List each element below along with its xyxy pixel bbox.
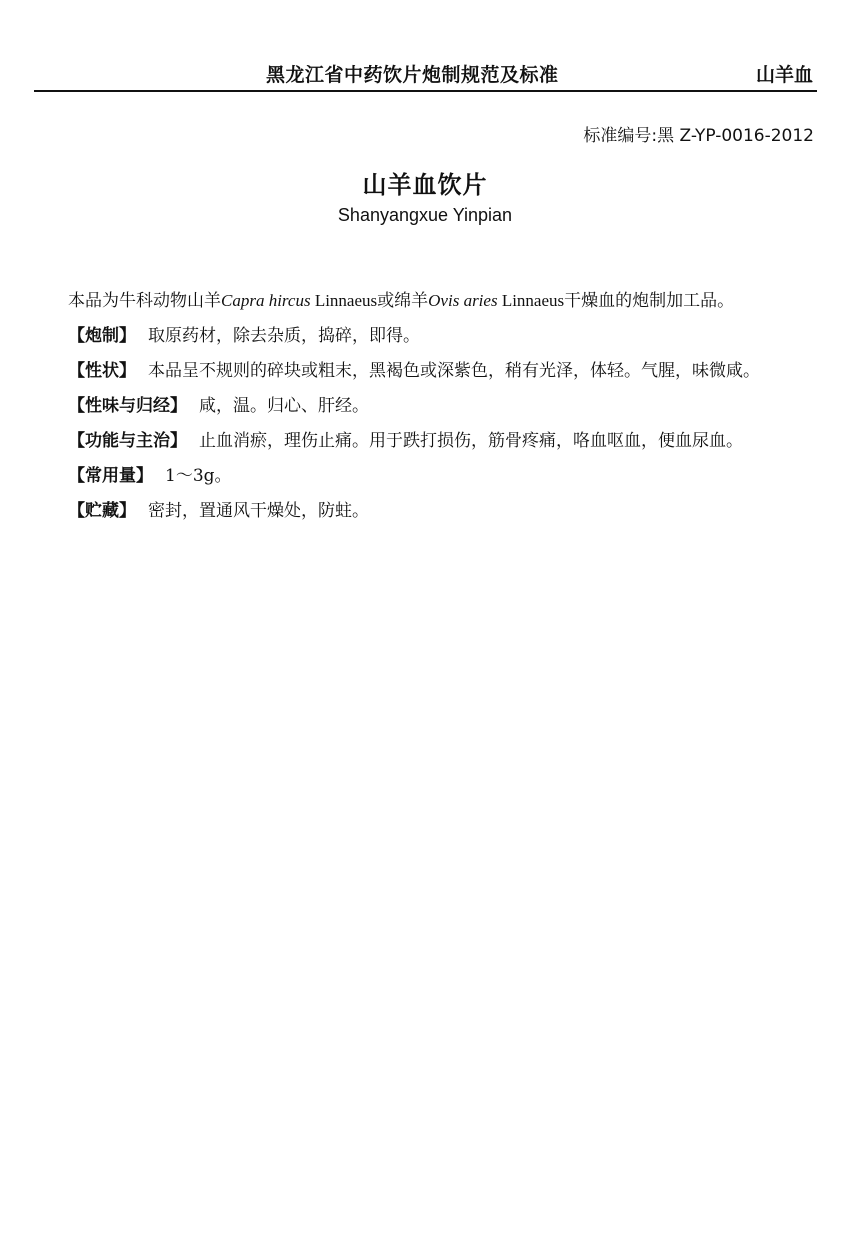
author-name: Linnaeus bbox=[310, 291, 378, 310]
intro-text: 本品为牛科动物山羊 bbox=[68, 291, 221, 311]
section-label: 【性状】 bbox=[68, 361, 136, 381]
monograph-body bbox=[34, 283, 820, 529]
section-text: 本品呈不规则的碎块或粗末，黑褐色或深紫色，稍有光泽，体轻。气腥，味微咸。 bbox=[148, 361, 760, 381]
header-rule bbox=[34, 90, 817, 92]
standard-number: 标准编号:黑 Z-YP-0016-2012 bbox=[583, 126, 814, 146]
intro-text: 干燥血的炮制加工品。 bbox=[564, 291, 735, 311]
section-dosage bbox=[34, 459, 820, 494]
running-header bbox=[34, 56, 817, 90]
section-description bbox=[34, 354, 820, 389]
section-text: 取原药材，除去杂质，捣碎，即得。 bbox=[148, 326, 420, 346]
section-label: 【常用量】 bbox=[68, 466, 153, 486]
section-text: 密封，置通风干燥处，防蛀。 bbox=[148, 501, 369, 521]
section-label: 【贮藏】 bbox=[68, 501, 136, 521]
author-name: Linnaeus bbox=[497, 291, 565, 310]
intro-text: 或绵羊 bbox=[377, 291, 429, 311]
section-storage bbox=[34, 494, 820, 529]
section-label: 【功能与主治】 bbox=[68, 431, 187, 451]
section-function-indication bbox=[34, 424, 820, 459]
section-label: 【炮制】 bbox=[68, 326, 136, 346]
section-text: 止血消瘀，理伤止痛。用于跌打损伤，筋骨疼痛，咯血呕血，便血尿血。 bbox=[199, 431, 743, 451]
book-title: 黑龙江省中药饮片炮制规范及标准 bbox=[266, 64, 559, 86]
section-text: 咸，温。归心、肝经。 bbox=[199, 396, 369, 416]
section-processing bbox=[34, 319, 820, 354]
intro-paragraph bbox=[34, 283, 820, 319]
section-nature-meridian bbox=[34, 389, 820, 424]
page-title: 山羊血饮片 bbox=[362, 171, 488, 199]
section-name: 山羊血 bbox=[755, 64, 813, 86]
page-subtitle-pinyin: Shanyangxue Yinpian bbox=[337, 205, 513, 225]
latin-name: Ovis aries bbox=[428, 291, 498, 310]
section-label: 【性味与归经】 bbox=[68, 396, 187, 416]
latin-name: Capra hircus bbox=[221, 291, 311, 310]
section-text: 1～3g。 bbox=[165, 466, 232, 486]
